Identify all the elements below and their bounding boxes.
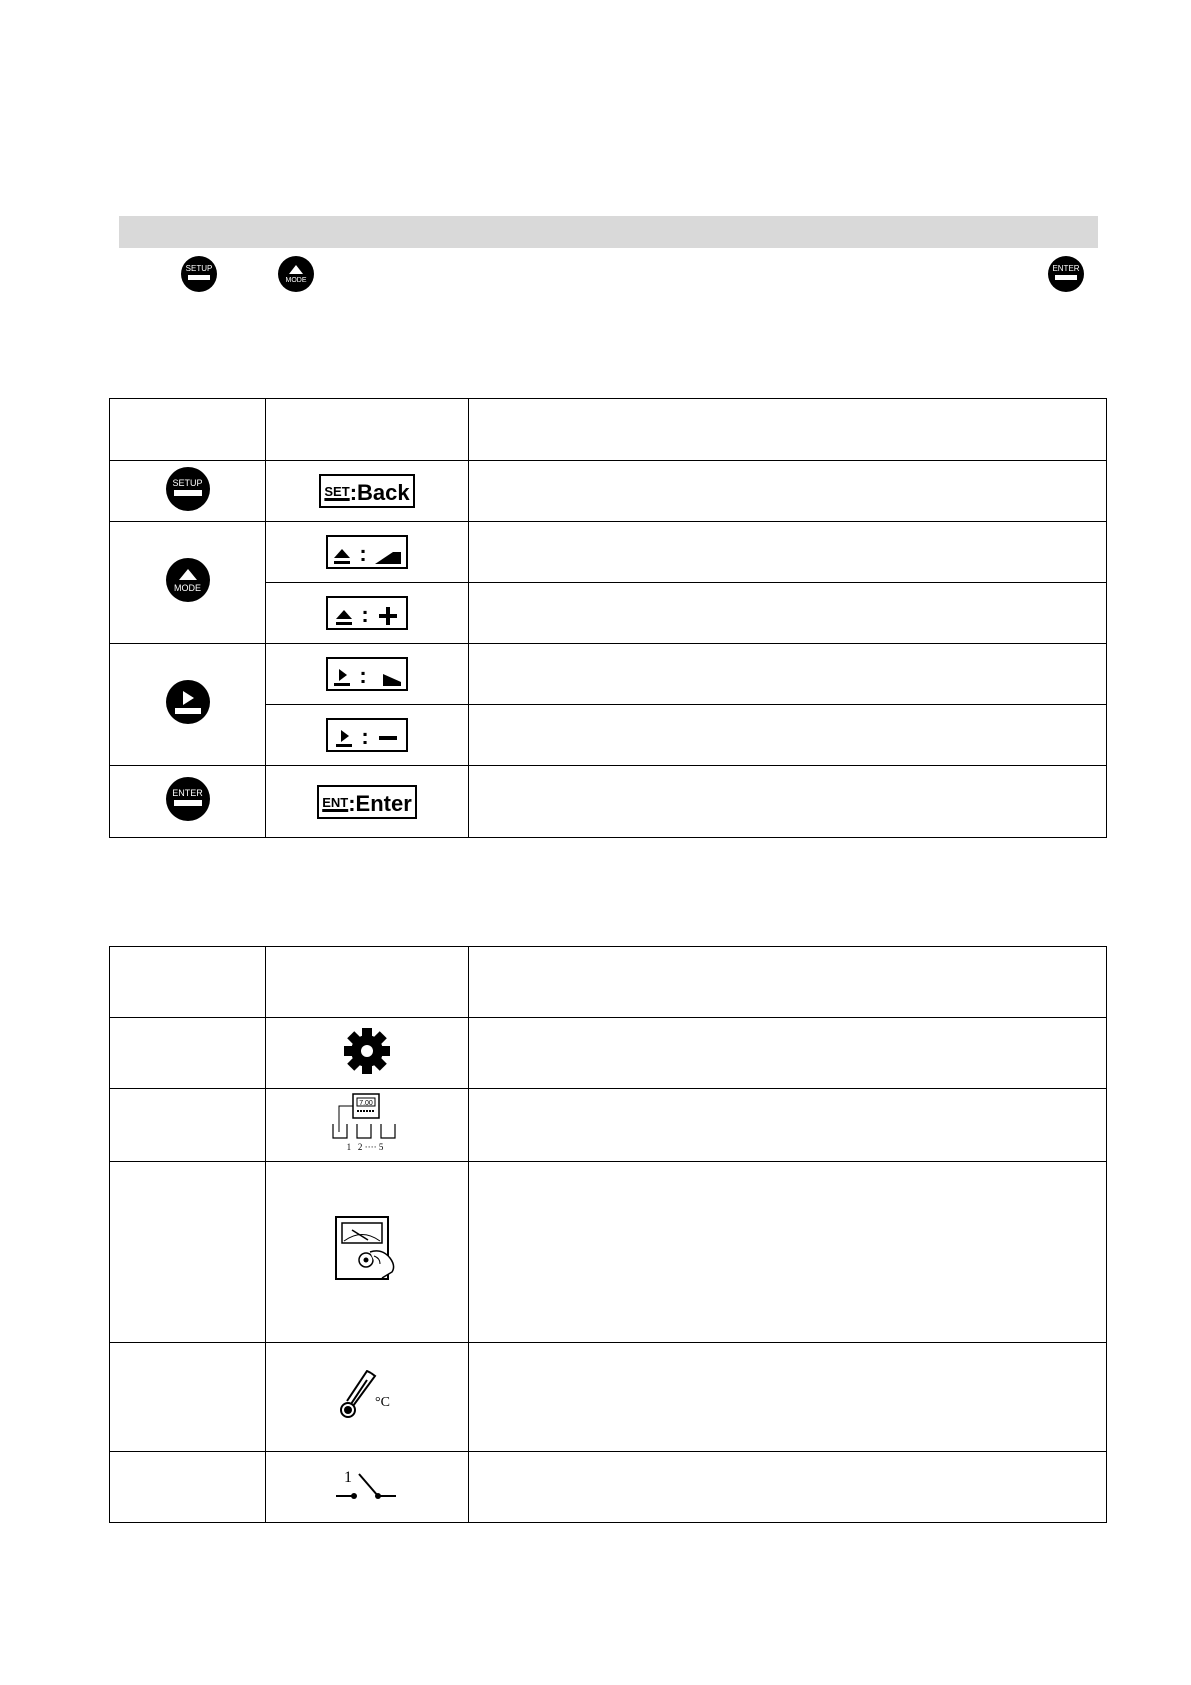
minus-icon (375, 727, 401, 749)
setup-key-icon: SETUP (181, 256, 217, 297)
section-heading-bar (119, 216, 1098, 248)
thermometer-icon (337, 1370, 397, 1420)
svg-text:1 2 ···· 5: 1 2 ···· 5 (346, 1141, 384, 1152)
svg-text:1: 1 (344, 1468, 352, 1486)
table-row (110, 1452, 1107, 1523)
mode-key-icon: MODE (166, 558, 210, 602)
setup-key-icon: SETUP (166, 467, 210, 511)
table-row (110, 644, 1107, 705)
enter-key-icon: ENTER (166, 777, 210, 821)
manual-adjust-icon (330, 1214, 404, 1286)
gear-icon (343, 1027, 391, 1075)
enter-key-icon: ENTER (1048, 256, 1084, 297)
lcd-ramp-down-display: : (326, 657, 408, 691)
table-row (110, 522, 1107, 583)
plus-icon (375, 605, 401, 627)
svg-text:7.00: 7.00 (359, 1099, 373, 1107)
table-row (110, 1018, 1107, 1089)
lcd-back-display: SET:Back (319, 474, 414, 508)
lcd-ramp-up-display: : (326, 535, 408, 569)
shift-key-icon (166, 680, 210, 724)
svg-text:°C: °C (375, 1394, 390, 1410)
table-row (110, 1343, 1107, 1452)
lcd-enter-display: ENT:Enter (317, 785, 417, 819)
lcd-plus-display: : (326, 596, 408, 630)
table-header-row (110, 947, 1107, 1018)
lcd-minus-display: : (326, 718, 408, 752)
ramp-up-icon (373, 544, 403, 566)
calibration-icon (329, 1092, 405, 1154)
table-row (110, 1089, 1107, 1162)
relay-switch-icon (334, 1468, 400, 1502)
icon-table (109, 946, 1107, 1523)
key-table (109, 398, 1107, 838)
table-row (110, 1162, 1107, 1343)
ramp-down-icon (373, 666, 403, 688)
table-header-row (110, 399, 1107, 461)
table-row (110, 766, 1107, 838)
mode-key-icon: MODE (278, 256, 314, 297)
table-row (110, 461, 1107, 522)
